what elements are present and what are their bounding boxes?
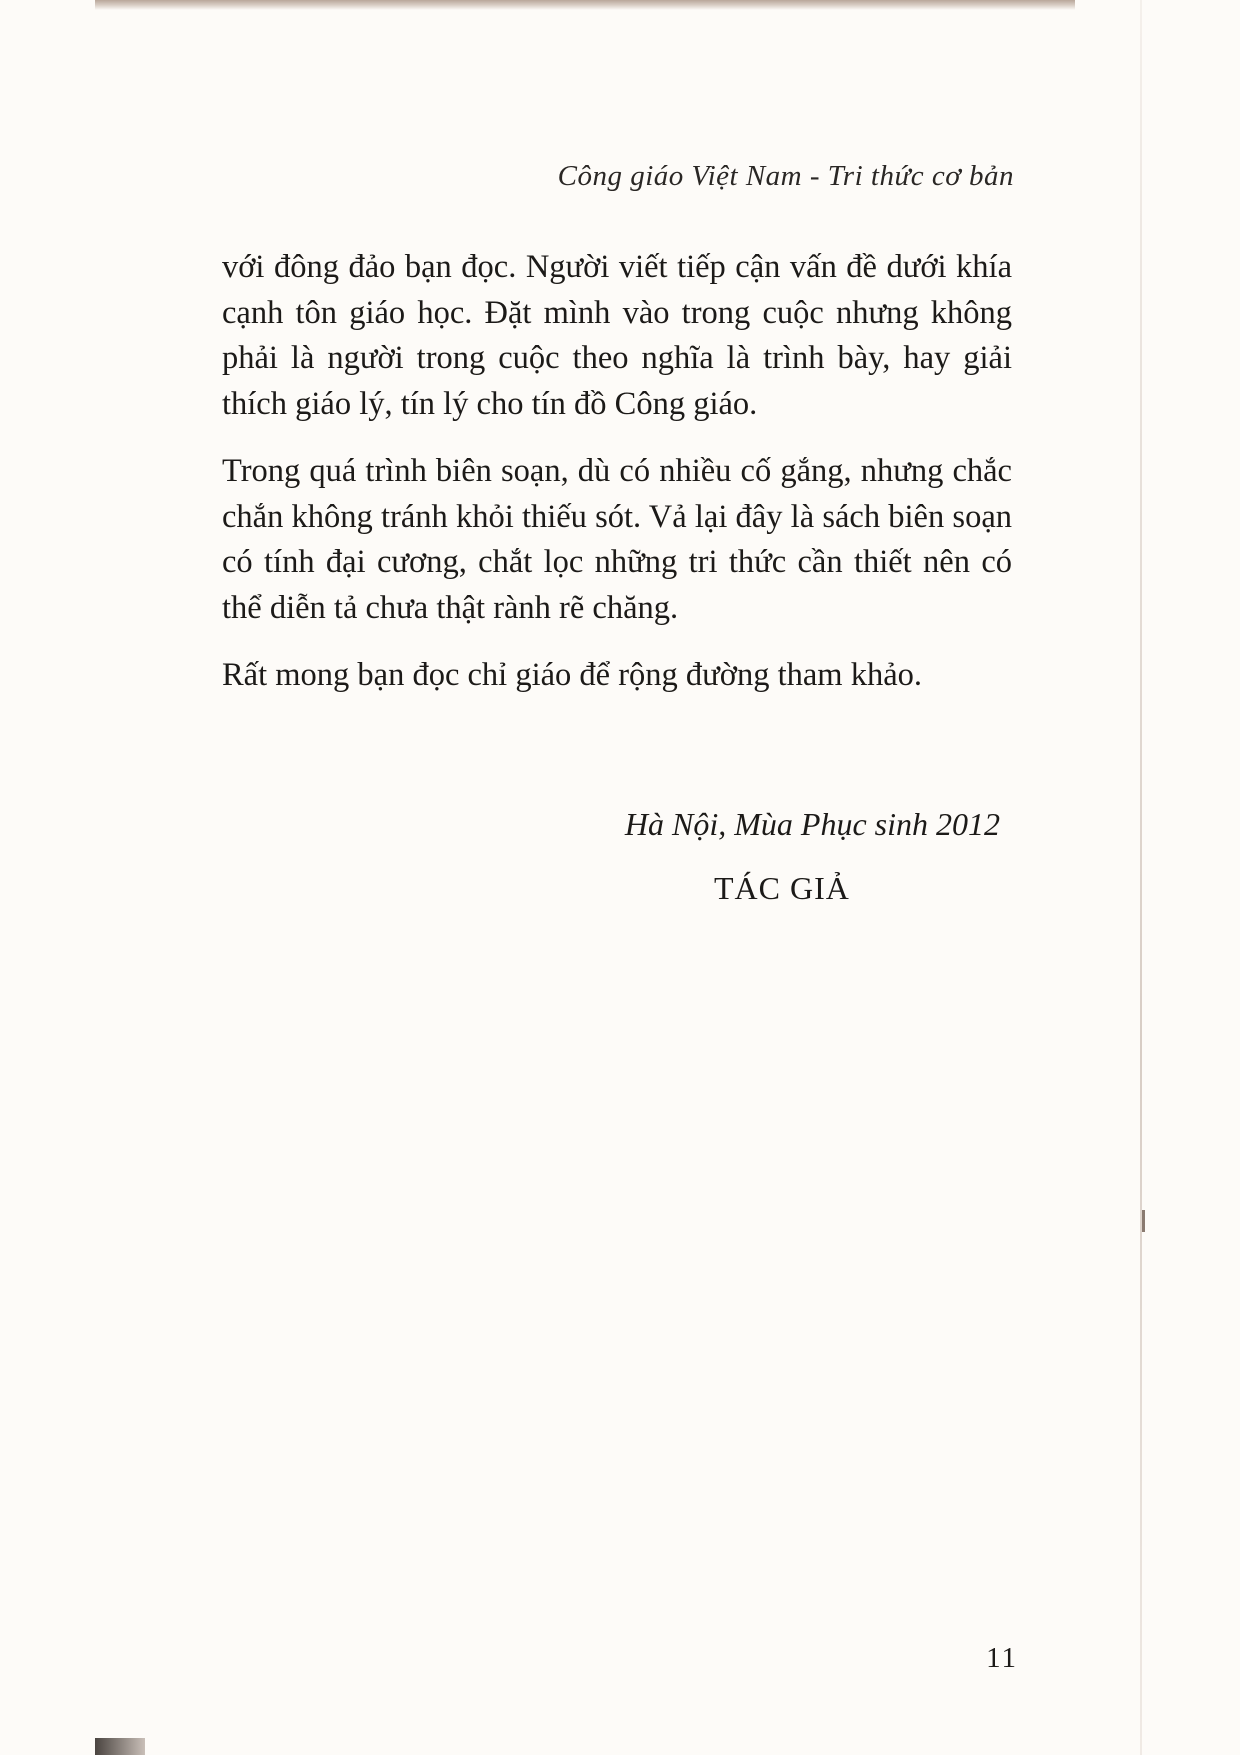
place-date: Hà Nội, Mùa Phục sinh 2012 (624, 806, 1000, 842)
paragraph: Trong quá trình biên soạn, dù có nhiều cố gắng, nhưng chắc chắn không tránh khỏi thiếu sót. Vả lại đây là sách biên soạn có tính đại cương, chắt lọc những tri thức cần thiết nên có thể diễn tả chưa thật rành rẽ chăng. (222, 453, 1012, 626)
page-top-edge (95, 0, 1075, 10)
author-signature: TÁC GIẢ (714, 870, 850, 906)
body-text (222, 245, 1012, 721)
scan-mark (1142, 1210, 1145, 1232)
paragraph: với đông đảo bạn đọc. Người viết tiếp cận vấn đề dưới khía cạnh tôn giáo học. Đặt mình vào trong cuộc nhưng không phải là người trong cuộc theo nghĩa là trình bày, hay giải thích giáo lý, tín lý cho tín đồ Công giáo. (222, 249, 1012, 422)
page-right-edge (1140, 0, 1142, 1755)
page-number: 11 (986, 1642, 1018, 1674)
paragraph: Rất mong bạn đọc chỉ giáo để rộng đường tham khảo. (222, 657, 923, 693)
scan-mark-bottom (95, 1738, 145, 1755)
running-head: Công giáo Việt Nam - Tri thức cơ bản (557, 160, 1014, 192)
